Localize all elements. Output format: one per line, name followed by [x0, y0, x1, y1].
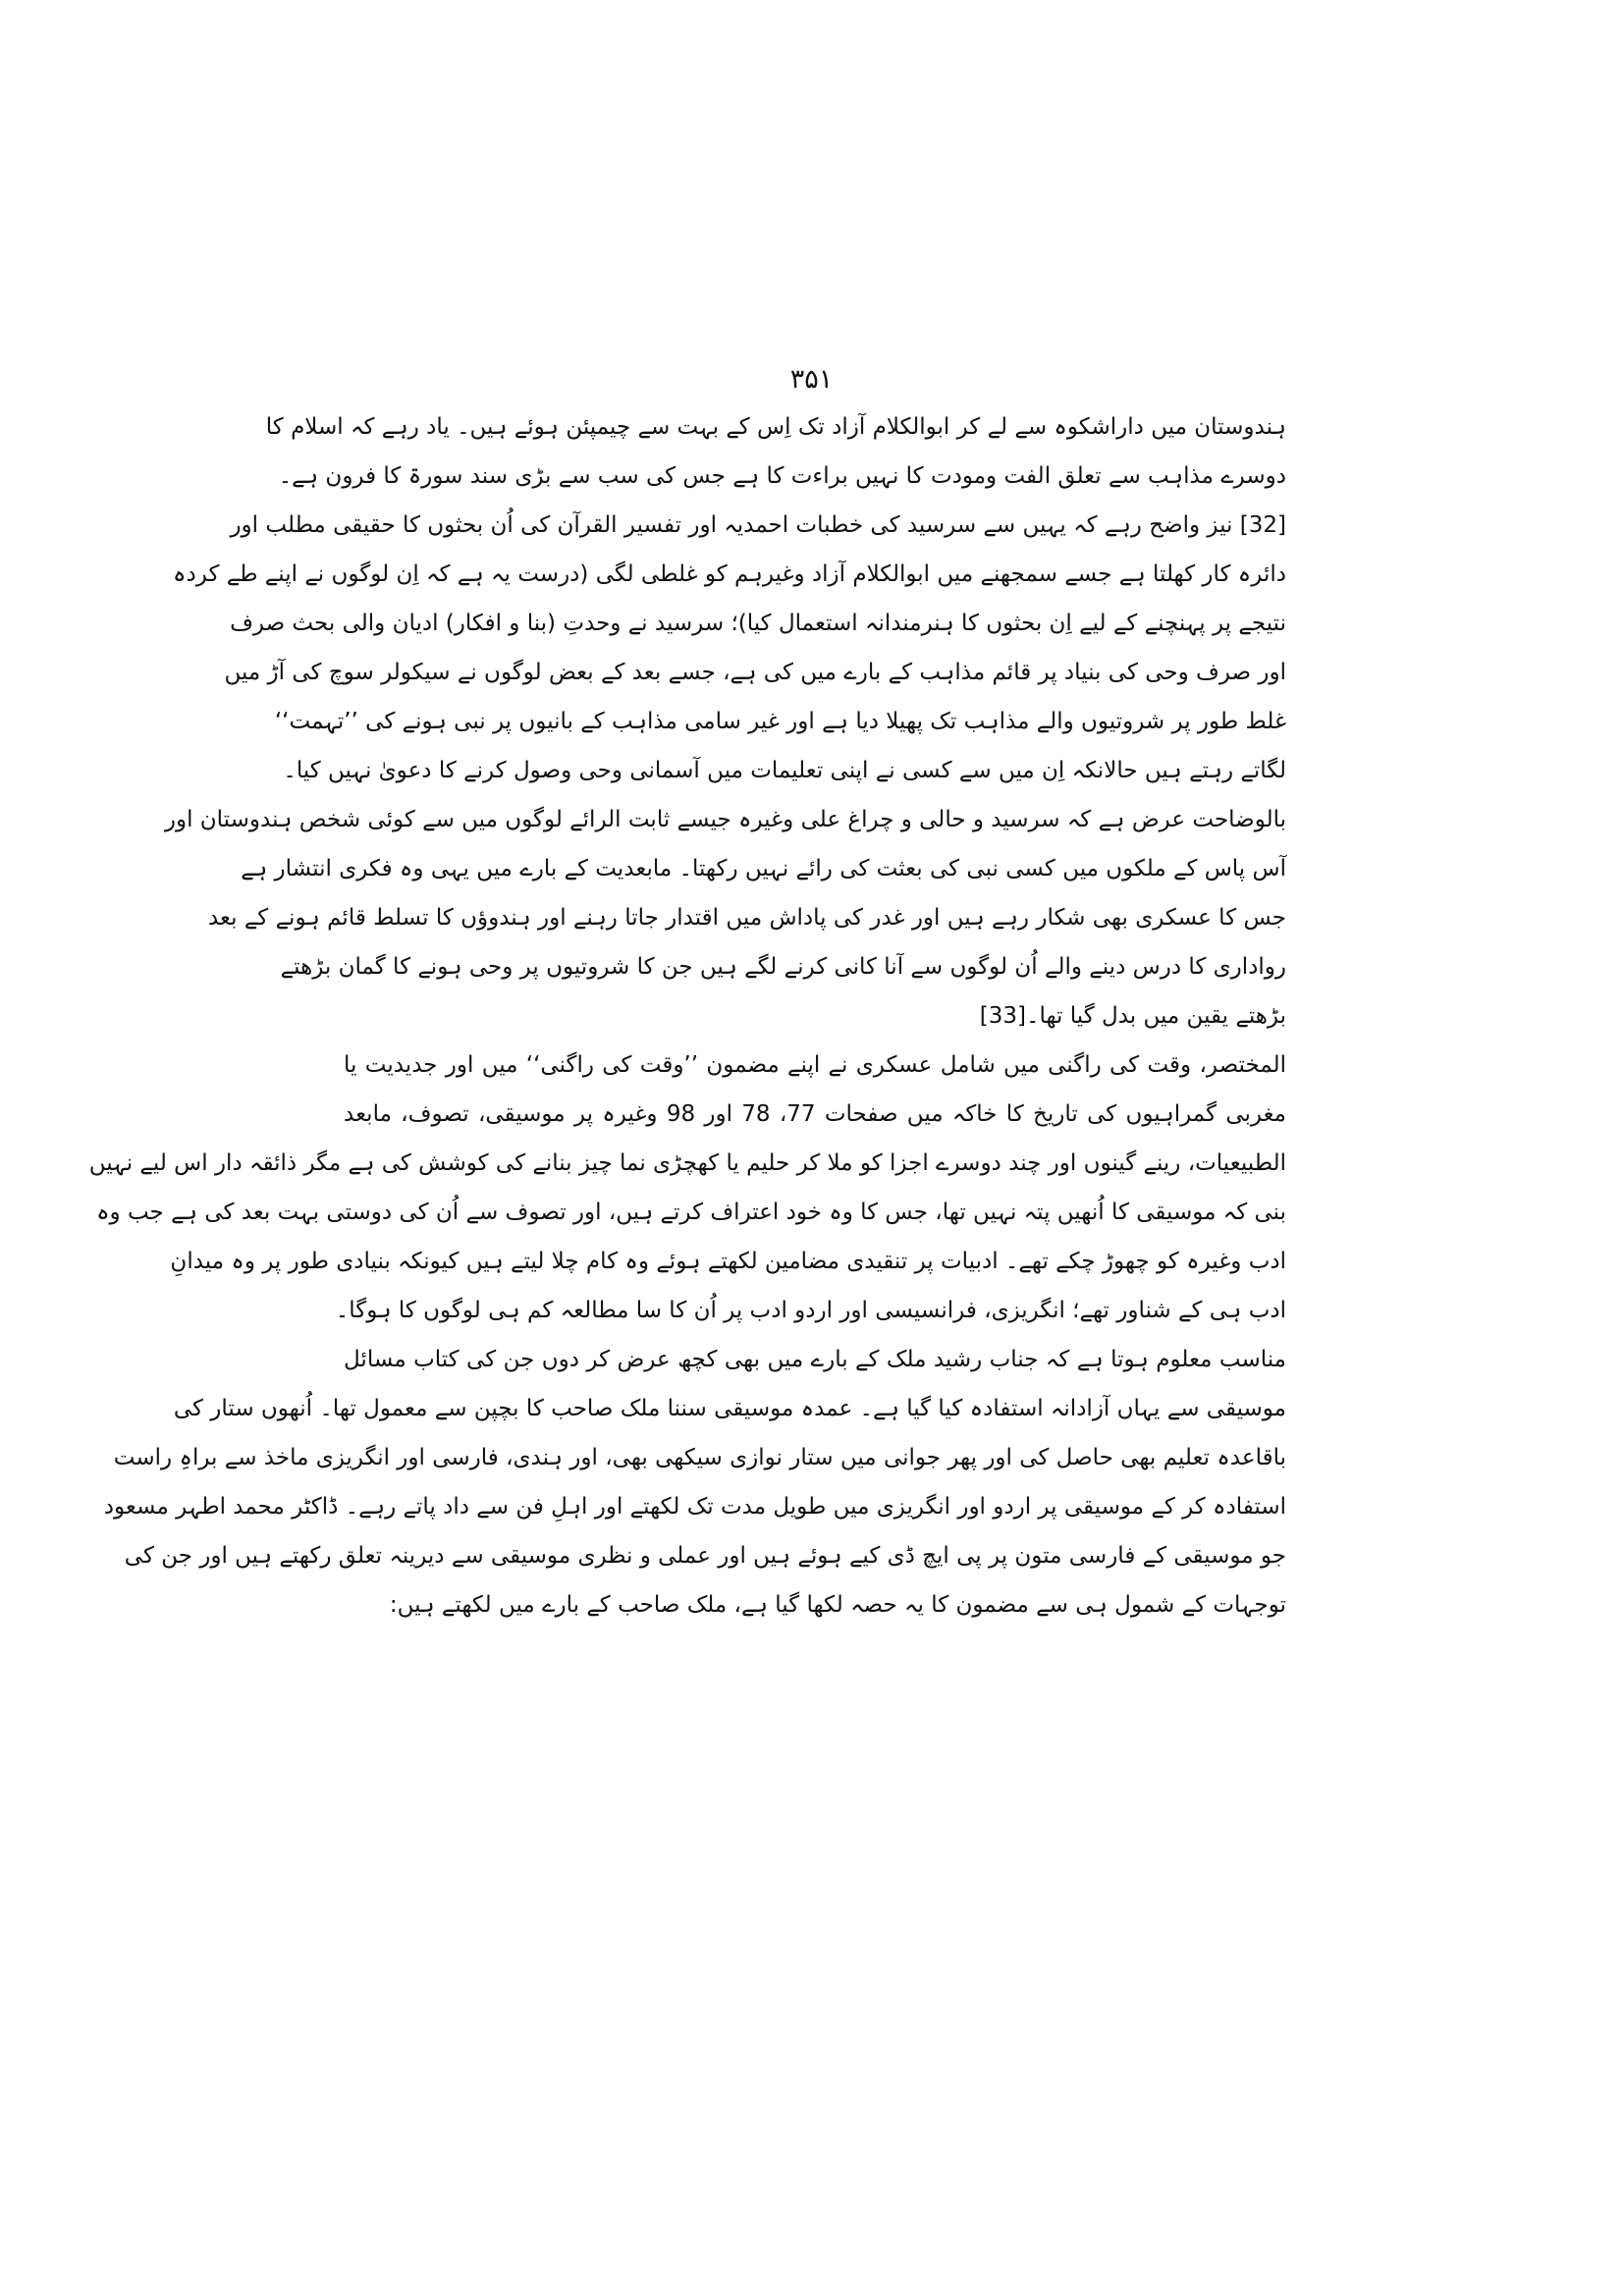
text-line: رواداری کا درس دینے والے اُن لوگوں سے آنا کانی کرنے لگے ہیں جن کا شروتیوں پر وحی ہونے کا گمان بڑھتے [280, 954, 1286, 980]
page-number: ۳۵۱ [789, 364, 834, 395]
text-line: نتیجے پر پہنچنے کے لیے اِن بحثوں کا ہنرمندانہ استعمال کیا)؛ سرسید نے وحدتِ (بنا و افکار) ادیان والی بحث صرف [230, 611, 1286, 636]
text-line: جس کا عسکری بھی شکار رہے ہیں اور غدر کی پاداش میں اقتدار جاتا رہنے اور ہندوؤں کا تسلط قائم ہونے کے بعد [207, 905, 1286, 931]
text-line: بالوضاحت عرض ہے کہ سرسید و حالی و چراغ علی وغیرہ جیسے ثابت الرائے لوگوں میں سے کوئی شخص ہندوستان اور [164, 807, 1286, 832]
text-line: المختصر، وقت کی راگنی میں شامل عسکری نے اپنے مضمون ’’وقت کی راگنی‘‘ میں اور جدیدیت یا [344, 1052, 1286, 1078]
text-line: دائرہ کار کھلتا ہے جسے سمجھنے میں ابوالکلام آزاد وغیرہم کو غلطی لگی (درست یہ ہے کہ اِن لوگوں نے اپنے طے کردہ [173, 561, 1286, 587]
text-line: توجہات کے شمول ہی سے مضمون کا یہ حصہ لکھا گیا ہے، ملک صاحب کے بارے میں لکھتے ہیں: [389, 1592, 1286, 1618]
text-line: آس پاس کے ملکوں میں کسی نبی کی بعثت کی رائے نہیں رکھتا۔ مابعدیت کے بارے میں یہی وہ فکری انتشار ہے [241, 856, 1286, 881]
body-text [88, 402, 1286, 1629]
text-line: [32] نیز واضح رہے کہ یہیں سے سرسید کی خطبات احمدیہ اور تفسیر القرآن کی اُن بحثوں کا حقیقی مطلب اور [230, 512, 1286, 538]
text-line: ادب وغیرہ کو چھوڑ چکے تھے۔ ادبیات پر تنقیدی مضامین لکھتے ہوئے وہ کام چلا لیتے ہیں کیونکہ بنیادی طور پر وہ میدانِ [170, 1249, 1286, 1274]
text-line: ادب ہی کے شناور تھے؛ انگریزی، فرانسیسی اور اردو ادب پر اُن کا سا مطالعہ کم ہی لوگوں کا ہوگا۔ [335, 1298, 1286, 1323]
text-line: غلط طور پر شروتیوں والے مذاہب تک پھیلا دیا ہے اور غیر سامی مذاہب کے بانیوں پر نبی ہونے کی ’’تہمت‘‘ [274, 709, 1286, 734]
text-line: الطبیعیات، رینے گینوں اور چند دوسرے اجزا کو ملا کر حلیم یا کھچڑی نما چیز بنانے کی کوشش کی ہے مگر ذائقہ دار اس لیے نہیں [88, 1150, 1286, 1176]
text-line: موسیقی سے یہاں آزادانہ استفادہ کیا گیا ہے۔ عمدہ موسیقی سننا ملک صاحب کا بچپن سے معمول تھا۔ اُنھوں ستار کی [173, 1396, 1286, 1421]
text-line: مغربی گمراہیوں کی تاریخ کا خاکہ میں صفحات 77، 78 اور 98 وغیرہ پر موسیقی، تصوف، مابعد [344, 1101, 1286, 1127]
text-line: استفادہ کر کے موسیقی پر اردو اور انگریزی میں طویل مدت تک لکھتے اور اہلِ فن سے داد پاتے رہے۔ ڈاکٹر محمد اطہر مسعود [103, 1494, 1286, 1520]
text-line: بنی کہ موسیقی کا اُنھیں پتہ نہیں تھا، جس کا وہ خود اعتراف کرتے ہیں، اور تصوف سے اُن کی دوستی بہت بعد کی ہے جب وہ [96, 1200, 1286, 1225]
text-line: دوسرے مذاہب سے تعلق الفت ومودت کا نہیں براءت کا ہے جس کی سب سے بڑی سند سورۃ کا فرون ہے۔ [278, 463, 1286, 489]
text-line: بڑھتے یقین میں بدل گیا تھا۔[33] [979, 1003, 1286, 1029]
text-line: باقاعدہ تعلیم بھی حاصل کی اور پھر جوانی میں ستار نوازی سیکھی بھی، اور ہندی، فارسی اور انگریزی ماخذ سے براہِ راست [113, 1445, 1286, 1470]
text-line: مناسب معلوم ہوتا ہے کہ جناب رشید ملک کے بارے میں بھی کچھ عرض کر دوں جن کی کتاب مسائل [344, 1347, 1286, 1372]
text-line: جو موسیقی کے فارسی متون پر پی ایچ ڈی کیے ہوئے ہیں اور عملی و نظری موسیقی سے دیرینہ تعلق رکھتے ہیں اور جن کی [124, 1543, 1286, 1569]
text-line: اور صرف وحی کی بنیاد پر قائم مذاہب کے بارے میں کی ہے، جسے بعد کے بعض لوگوں نے سیکولر سوچ کی آڑ میں [224, 660, 1286, 685]
text-line: ہندوستان میں داراشکوہ سے لے کر ابوالکلام آزاد تک اِس کے بہت سے چیمپئن ہوئے ہیں۔ یاد رہے کہ اسلام کا [265, 414, 1286, 440]
text-line: لگاتے رہتے ہیں حالانکہ اِن میں سے کسی نے اپنی تعلیمات میں آسمانی وحی وصول کرنے کا دعویٰ نہیں کیا۔ [283, 758, 1286, 783]
